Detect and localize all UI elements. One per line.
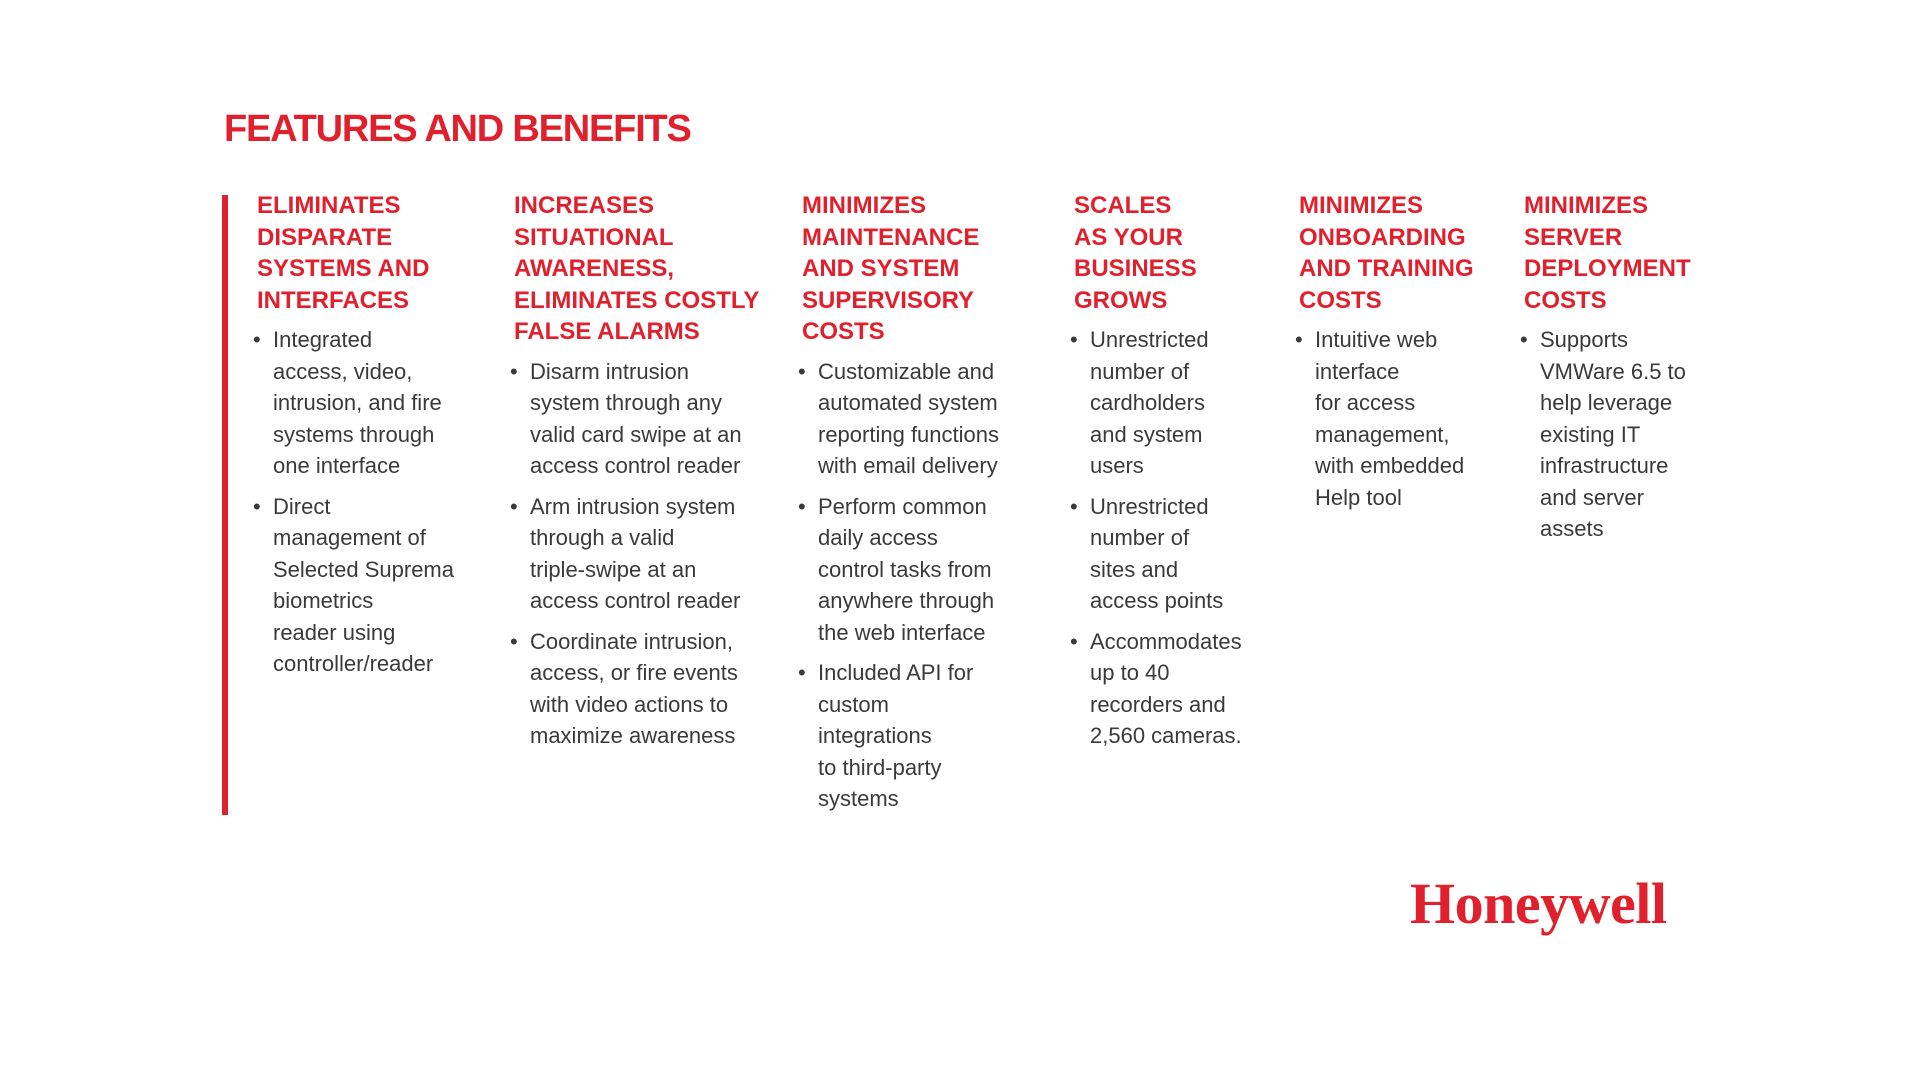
bullet-item: • Perform common daily access control tasks from anywhere through the web interface [802, 491, 999, 649]
honeywell-logo: Honeywell [1410, 871, 1667, 936]
column-minimizes-server-deployment [1520, 190, 1691, 554]
bullet-list [253, 324, 454, 680]
bullet-dot-icon: • [1070, 628, 1078, 654]
bullet-list [1520, 324, 1691, 545]
column-eliminates-disparate-systems [253, 190, 454, 689]
bullet-item: • Integrated access, video, intrusion, and fire systems through one interface [257, 324, 454, 482]
page-title: FEATURES AND BENEFITS [224, 108, 691, 150]
bullet-dot-icon: • [253, 493, 261, 519]
bullet-dot-icon: • [510, 628, 518, 654]
bullet-dot-icon: • [510, 493, 518, 519]
bullet-item: • Supports VMWare 6.5 to help leverage existing IT infrastructure and server assets [1524, 324, 1691, 545]
column-heading: MINIMIZES SERVER DEPLOYMENT COSTS [1524, 192, 1691, 314]
bullet-dot-icon: • [1295, 327, 1303, 352]
bullet-item: • Customizable and automated system reporting functions with email delivery [802, 356, 999, 482]
bullet-dot-icon: • [1070, 493, 1078, 519]
bullet-list [1070, 324, 1242, 752]
bullet-list [1295, 324, 1474, 513]
column-heading: MINIMIZES ONBOARDING AND TRAINING COSTS [1299, 192, 1474, 314]
bullet-item: • Included API for custom integrations to third-party systems [802, 657, 999, 815]
column-heading: ELIMINATES DISPARATE SYSTEMS AND INTERFACES [257, 192, 430, 314]
column-heading: SCALES AS YOUR BUSINESS GROWS [1074, 192, 1197, 314]
column-increases-situational-awareness [510, 190, 760, 761]
bullet-item: • Unrestricted number of sites and access points [1074, 491, 1242, 617]
bullet-item: • Coordinate intrusion, access, or fire events with video actions to maximize awareness [514, 626, 759, 752]
bullet-list [798, 356, 999, 815]
column-heading: MINIMIZES MAINTENANCE AND SYSTEM SUPERVISORY COSTS [802, 192, 980, 345]
bullet-item: • Intuitive web interface for access management, with embedded Help tool [1299, 324, 1474, 513]
bullet-list [510, 356, 759, 752]
bullet-dot-icon: • [253, 327, 261, 352]
bullet-dot-icon: • [798, 660, 806, 685]
column-heading: INCREASES SITUATIONAL AWARENESS, ELIMINATES COSTLY FALSE ALARMS [514, 192, 760, 345]
bullet-dot-icon: • [1070, 327, 1078, 352]
column-scales-as-business-grows [1070, 190, 1242, 761]
bullet-item: • Direct management of Selected Suprema biometrics reader using controller/reader [257, 491, 454, 680]
bullet-dot-icon: • [1520, 327, 1528, 352]
bullet-item: • Disarm intrusion system through any valid card swipe at an access control reader [514, 356, 759, 482]
bullet-item: • Arm intrusion system through a valid triple-swipe at an access control reader [514, 491, 759, 617]
bullet-dot-icon: • [798, 493, 806, 519]
bullet-dot-icon: • [798, 358, 806, 384]
accent-bar [222, 195, 228, 815]
bullet-dot-icon: • [510, 358, 518, 384]
column-minimizes-onboarding [1295, 190, 1474, 522]
column-minimizes-maintenance [798, 190, 999, 824]
bullet-item: • Unrestricted number of cardholders and system users [1074, 324, 1242, 482]
bullet-item: • Accommodates up to 40 recorders and 2,560 cameras. [1074, 626, 1242, 752]
